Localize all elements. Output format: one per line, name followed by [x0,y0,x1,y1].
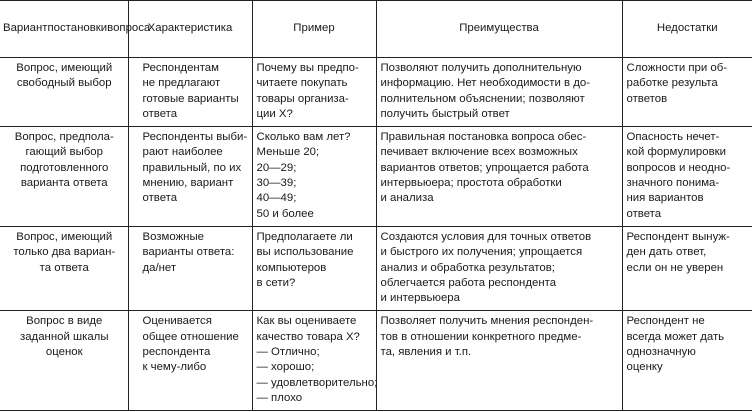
cell-line: гающий выбор [25,146,103,159]
table-row [0,127,752,227]
cell-line: Возможные [142,230,204,243]
cell-characteristic [128,311,252,411]
header-row [0,1,752,58]
cell-line: рают наиболее [142,146,223,159]
cell-line: постановки [47,22,108,35]
cell-line: вы использование [256,246,354,259]
cell-disadvantages [622,226,752,310]
header-variant [0,1,151,58]
cell-line: мнению, вариант [142,177,234,190]
cell-line: 30—39; [256,177,297,190]
cell-line: ответа [626,207,662,220]
cell-line: правильный, по их [142,161,242,174]
cell-example [252,226,376,310]
cell-line: Опасность нечет- [626,131,720,144]
cell-line: Вариант [3,22,48,35]
header-disadvantages [622,1,752,58]
cell-line: полнительном объяснении; позволяют [380,92,585,105]
cell-line: Вопрос, имеющий [16,230,113,243]
cell-variant [0,58,128,127]
cell-line: в сети? [256,276,296,289]
table-row [0,311,752,411]
cell-line: Недостатки [656,22,718,35]
cell-line: — хорошо; [256,361,315,374]
cell-example [252,58,376,127]
cell-line: Характеристика [147,22,233,35]
cell-line: та, явления и т.п. [380,346,472,359]
cell-line: варианта ответа [20,177,108,190]
cell-line: ции X? [256,107,293,120]
cell-line: готовые варианты [142,92,239,105]
cell-line: Почему вы предпо- [256,62,359,74]
cell-line: ния вариантов [626,192,704,205]
cell-variant [0,127,128,227]
cell-example [252,311,376,411]
cell-line: 40—49; [256,192,297,205]
cell-line: качество товара X? [256,330,360,343]
cell-advantages [376,58,622,127]
cell-line: облегчается работа респондента [380,276,557,289]
cell-line: значного понима- [626,177,720,190]
cell-advantages [376,311,622,411]
cell-line: вариантов ответов; упрощается работа [380,161,589,174]
cell-characteristic [128,226,252,310]
cell-line: печивает включение всех возможных [380,146,578,159]
cell-line: Пример [293,22,335,35]
cell-line: Респондентам [142,62,219,74]
cell-line: — Отлично; [256,346,320,359]
cell-line: Оценивается [142,315,212,328]
cell-line: к чему-либо [142,361,207,374]
cell-line: оценок [45,346,83,359]
cell-line: Создаются условия для точных ответов [380,230,592,243]
cell-line: интервьюера; простота обработки [380,177,562,190]
cell-line: компьютеров [256,261,327,274]
cell-line: Респондент не [626,315,705,328]
cell-line: — плохо [256,391,303,404]
cell-line: варианты ответа: [142,246,235,259]
cell-line: Сложности при об- [626,62,728,74]
table-row [0,58,752,127]
cell-advantages [376,226,622,310]
cell-line: ден дать ответ, [626,246,707,259]
cell-line: информацию. Нет необходимости в до- [380,77,591,90]
cell-line: ответа [142,107,178,120]
cell-line: свободный выбор [16,77,112,90]
cell-line: Как вы оцениваете [256,315,357,328]
cell-advantages [376,127,622,227]
cell-line: Правильная постановка вопроса обес- [380,131,587,144]
cell-line: товары организа- [256,92,349,105]
cell-line: Вопрос, предпола- [14,131,114,144]
cell-line: Меньше 20; [256,146,320,159]
header-advantages [376,1,622,58]
cell-line: однозначную [626,346,696,359]
cell-line: да/нет [142,261,177,274]
cell-line: Позволяет получить мнения респонден- [380,315,594,328]
cell-line: читаете покупать [256,77,348,90]
cell-line: Преимущества [459,22,539,35]
cell-line: респондента [142,346,211,359]
cell-line: анализ и обработка результатов; [380,261,555,274]
cell-disadvantages [622,58,752,127]
cell-line: общее отношение [142,330,239,343]
cell-line: и анализа [380,192,434,205]
cell-line: кой формулировки [626,146,726,159]
cell-disadvantages [622,127,752,227]
cell-line: Вопрос, имеющий [16,62,113,74]
cell-line: получить быстрый ответ [380,107,510,120]
cell-disadvantages [622,311,752,411]
cell-line: — удовлетворительно; [256,376,378,389]
header-example [252,1,376,58]
cell-line: Респондент вынуж- [626,230,730,243]
cell-line: 20—29; [256,161,297,174]
cell-line: работке результа [626,77,718,90]
cell-line: вопроса [107,22,151,35]
cell-line: тов в отношении конкретного предме- [380,330,582,343]
cell-line: только два вариан- [13,246,116,259]
cell-line: всегда может дать [626,330,725,343]
cell-line: заданной шкалы [19,330,109,343]
cell-characteristic [128,127,252,227]
cell-line: подготовленного [20,161,109,174]
cell-line: Сколько вам лет? [256,131,351,144]
cell-line: Вопрос в виде [26,315,103,328]
cell-variant [0,311,128,411]
cell-line: не предлагают [142,77,221,90]
cell-line: Респонденты выби- [142,131,248,144]
table-row [0,226,752,310]
cell-line: ответов [626,92,668,105]
cell-line: та ответа [39,261,89,274]
cell-variant [0,226,128,310]
cell-characteristic [128,58,252,127]
cell-line: вопросов и неодно- [626,161,731,174]
cell-line: и быстрого их получения; упрощается [380,246,583,259]
cell-line: если он не уверен [626,261,724,274]
cell-line: 50 и более [256,207,314,220]
cell-line: ответа [142,192,178,205]
cell-line: и интервьюера [380,292,460,305]
cell-line: Предполагаете ли [256,230,353,243]
cell-line: Позволяют получить дополнительную [380,62,582,74]
cell-example [252,127,376,227]
cell-line: оценку [626,361,663,374]
